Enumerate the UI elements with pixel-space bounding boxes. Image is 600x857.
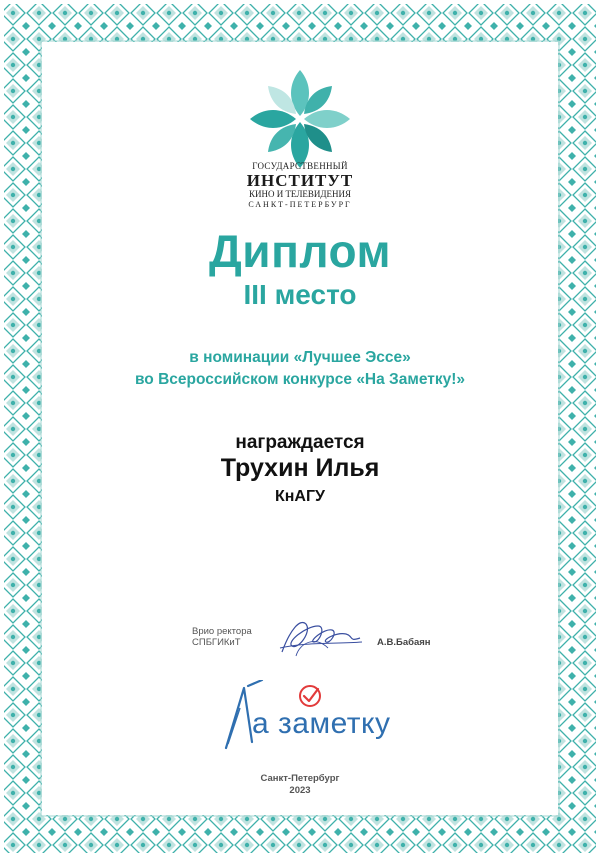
footer-city: Санкт-Петербург xyxy=(260,773,340,784)
signer-role-line2: СПБГИКиТ xyxy=(192,637,241,648)
diploma-title: Диплом xyxy=(209,225,391,277)
recipient-name: Трухин Илья xyxy=(220,454,380,482)
nomination-line2: во Всероссийском конкурсе «На Заметку!» xyxy=(134,371,466,388)
footer-year: 2023 xyxy=(289,785,311,796)
diploma-place: III место xyxy=(243,279,357,310)
nomination-line1: в номинации «Лучшее Эссе» xyxy=(189,349,411,366)
na-zametku-brand-text: а заметку xyxy=(252,707,391,740)
handwritten-signature-icon xyxy=(276,612,364,662)
institute-city: САНКТ-ПЕТЕРБУРГ xyxy=(248,200,352,209)
institute-logo-icon xyxy=(246,64,354,174)
awarded-label: награждается xyxy=(235,432,365,453)
recipient-organization: КнАГУ xyxy=(274,488,325,505)
signer-name: А.В.Бабаян xyxy=(377,637,431,648)
signer-role xyxy=(192,626,252,648)
institute-name-line3: КИНО И ТЕЛЕВИДЕНИЯ xyxy=(248,189,352,199)
nomination-text xyxy=(0,347,600,391)
institute-name-line1: ГОСУДАРСТВЕННЫЙ xyxy=(252,161,348,171)
signer-role-line1: Врио ректора xyxy=(192,626,252,637)
institute-name-line2: ИНСТИТУТ xyxy=(246,171,354,190)
